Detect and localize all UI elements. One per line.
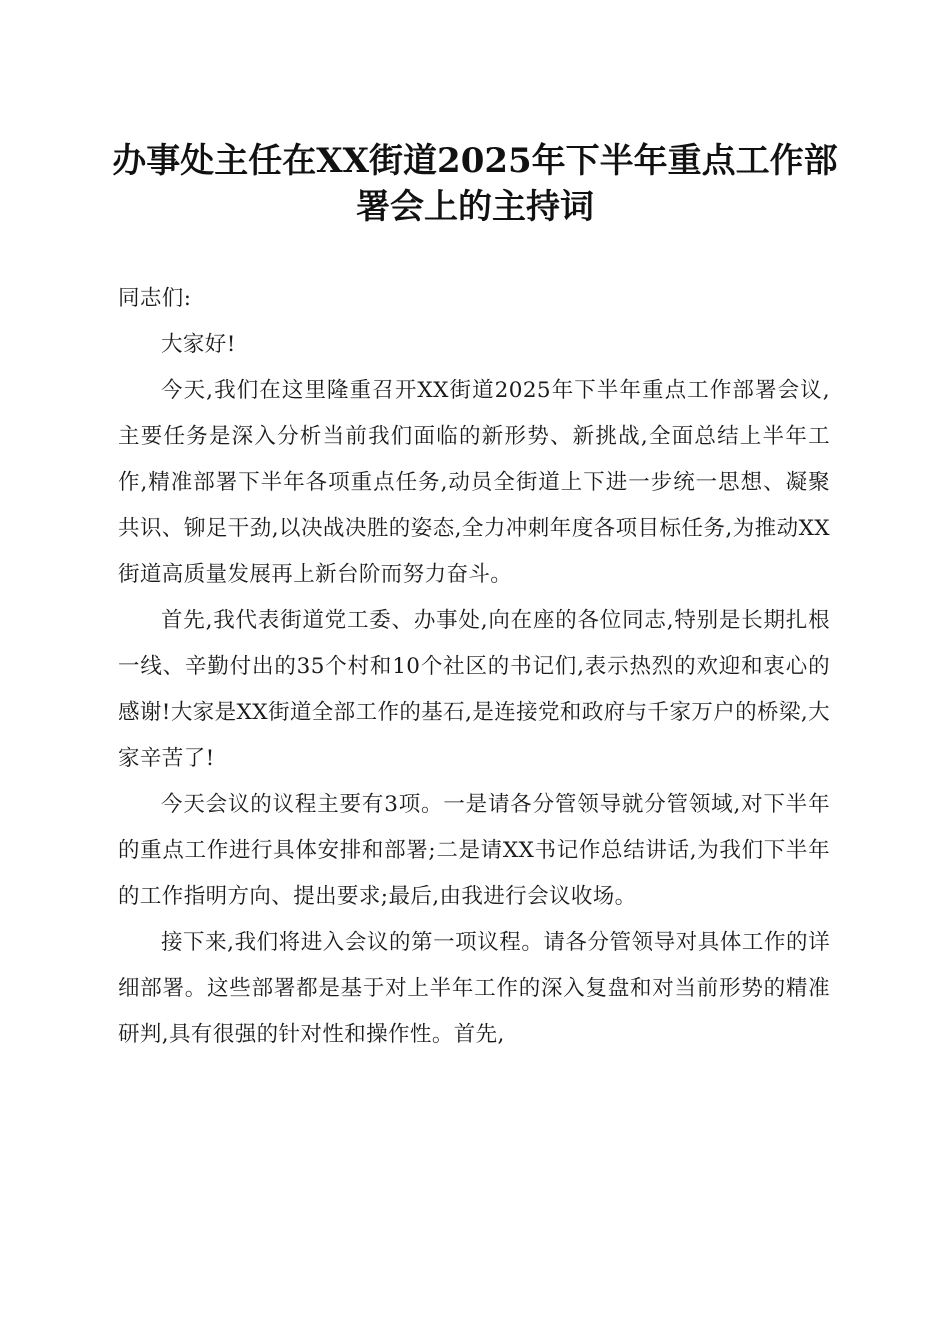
paragraph-first-item: 接下来,我们将进入会议的第一项议程。请各分管领导对具体工作的详细部署。这些部署都是基于对上半年工作的深入复盘和对当前形势的精准研判,具有很强的针对性和操作性。首先, — [118, 930, 830, 1047]
paragraph-greeting: 大家好! — [161, 332, 236, 357]
document-body — [118, 276, 830, 1058]
paragraph-thanks: 首先,我代表街道党工委、办事处,向在座的各位同志,特别是长期扎根一线、辛勤付出的35个村和10个社区的书记们,表示热烈的欢迎和衷心的感谢!大家是XX街道全部工作的基石,是连接党和政府与千家万户的桥梁,大家辛苦了! — [118, 608, 830, 771]
paragraph-agenda: 今天会议的议程主要有3项。一是请各分管领导就分管领域,对下半年的重点工作进行具体安排和部署;二是请XX书记作总结讲话,为我们下半年的工作指明方向、提出要求;最后,由我进行会议收场。 — [118, 792, 830, 909]
paragraph-purpose: 今天,我们在这里隆重召开XX街道2025年下半年重点工作部署会议,主要任务是深入分析当前我们面临的新形势、新挑战,全面总结上半年工作,精准部署下半年各项重点任务,动员全街道上下进一步统一思想、凝聚共识、铆足干劲,以决战决胜的姿态,全力冲刺年度各项目标任务,为推动XX街道高质量发展再上新台阶而努力奋斗。 — [118, 378, 830, 587]
salutation: 同志们: — [118, 286, 192, 311]
document-title: 办事处主任在XX街道2025年下半年重点工作部署会上的主持词 — [112, 141, 838, 227]
